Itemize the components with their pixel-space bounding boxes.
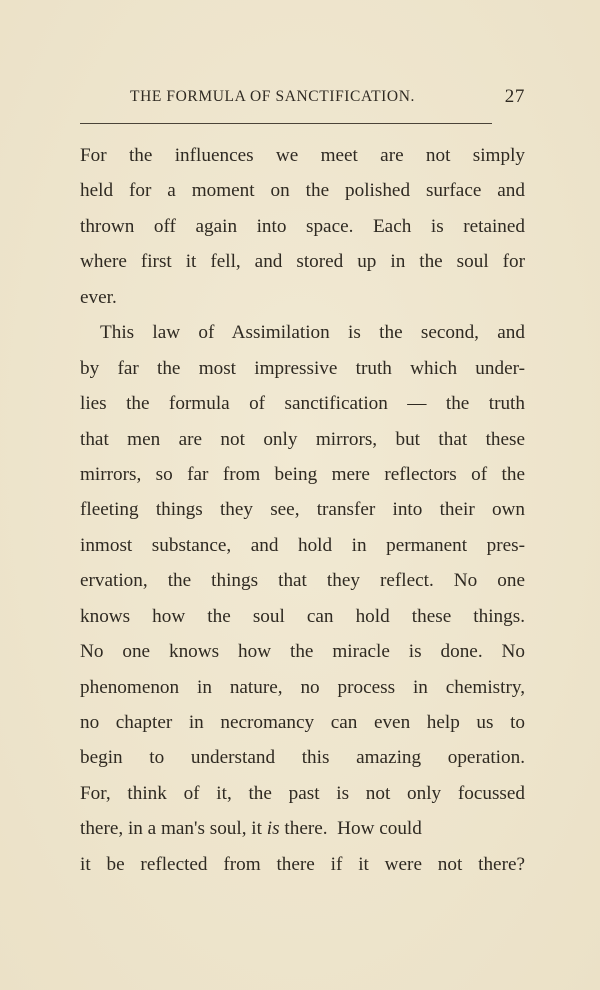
text-line: held for a moment on the polished surface and — [80, 180, 525, 202]
text-line: No one knows how the miracle is done. No — [80, 641, 525, 663]
text-line: For the influences we meet are not simply — [80, 145, 525, 166]
text-line: phenomenon in nature, no process in chemistry, — [80, 676, 525, 698]
running-title: THE FORMULA OF SANCTIFICATION. — [130, 88, 415, 105]
text-line: ever. — [80, 286, 117, 308]
text-line: where first it fell, and stored up in the soul for — [80, 251, 525, 273]
text-line — [80, 815, 525, 850]
body-text — [80, 142, 525, 886]
text-line: by far the most impressive truth which under- — [80, 357, 525, 379]
text-span: there, in a man's soul, it — [80, 818, 267, 840]
text-line: lies the formula of sanctification — the truth — [80, 393, 525, 415]
text-line: it be reflected from there if it were not there? — [80, 853, 525, 875]
text-line: knows how the soul can hold these things. — [80, 605, 525, 627]
text-line: ervation, the things that they reflect. No one — [80, 570, 525, 592]
running-header — [80, 88, 525, 110]
text-line: inmost substance, and hold in permanent pres- — [80, 534, 525, 556]
page-number: 27 — [504, 86, 525, 107]
text-line: begin to understand this amazing operation. — [80, 747, 525, 769]
text-line: no chapter in necromancy can even help us to — [80, 712, 525, 733]
text-line: This law of Assimilation is the second, and — [100, 322, 525, 344]
italic-emphasis: is — [266, 818, 280, 840]
text-span: there. How could — [279, 818, 422, 840]
text-line: mirrors, so far from being mere reflectors of the — [80, 463, 525, 485]
text-line: fleeting things they see, transfer into their own — [80, 499, 525, 521]
text-line: For, think of it, the past is not only focussed — [80, 782, 525, 804]
text-line: that men are not only mirrors, but that these — [80, 428, 525, 450]
header-rule — [80, 123, 492, 124]
text-line: thrown off again into space. Each is retained — [80, 215, 525, 237]
